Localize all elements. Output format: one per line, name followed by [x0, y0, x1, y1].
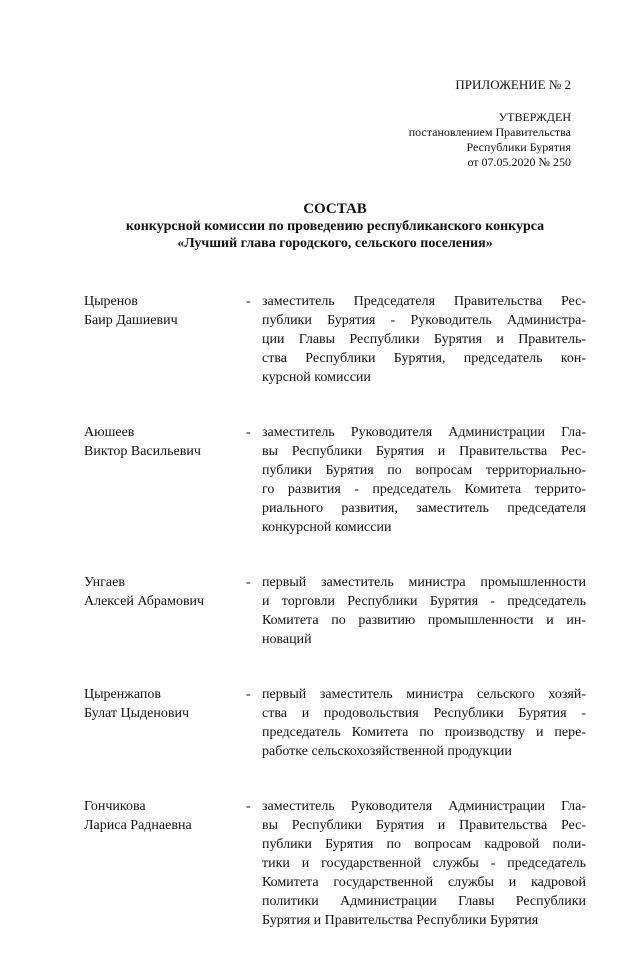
member-role-line: вы Республики Бурятия и Правительства Рес- [262, 444, 586, 459]
member-role-line: политики Администрации Главы Республики [262, 894, 586, 909]
member-role-line: го развития - председатель Комитета террито- [262, 482, 586, 497]
member-surname: Гончикова [84, 799, 146, 814]
commission-members-list [84, 292, 586, 966]
member-role-line: ства Республики Бурятия, председатель кон- [262, 351, 586, 366]
member-surname: Унгаев [84, 575, 125, 590]
member-dash: - [246, 294, 251, 309]
member-role-line: первый заместитель министра промышленности [262, 575, 586, 590]
member-role-line: председатель Комитета по производству и пере- [262, 725, 586, 740]
approval-line: от 07.05.2020 № 250 [467, 155, 571, 169]
heading-title: СОСТАВ [303, 201, 367, 217]
member-role-line: публики Бурятия - Руководитель Администра- [262, 313, 586, 328]
member-surname: Цыренов [84, 294, 138, 309]
member-role [262, 292, 586, 387]
member-given-name: Алексей Абрамович [84, 594, 205, 609]
member-role-line: вы Республики Бурятия и Правительства Рес- [262, 818, 586, 833]
member-role-line: заместитель Руководителя Администрации Гла- [262, 425, 586, 440]
member-entry [84, 797, 586, 930]
heading-line: конкурсной комиссии по проведению республиканского конкурса [125, 219, 545, 234]
member-name [84, 797, 244, 835]
member-name [84, 573, 244, 611]
member-role-line: Бурятия и Правительства Республики Бурятия [262, 913, 539, 928]
member-dash: - [246, 575, 251, 590]
member-dash: - [246, 425, 251, 440]
member-given-name: Булат Цыденович [84, 706, 190, 721]
member-role-line: ства и продовольствия Республики Бурятия - [262, 706, 586, 721]
member-role-line: и торговли Республики Бурятия - председатель [262, 594, 586, 609]
approval-line: Республики Бурятия [466, 140, 571, 154]
member-dash: - [246, 687, 251, 702]
member-given-name: Баир Дашиевич [84, 313, 178, 328]
approval-line: УТВЕРЖДЕН [498, 110, 571, 124]
member-role [262, 573, 586, 649]
member-entry [84, 423, 586, 537]
approval-block [409, 110, 571, 170]
member-role-line: заместитель Руководителя Администрации Гла- [262, 799, 586, 814]
member-dash: - [246, 799, 251, 814]
member-role-line: заместитель Председателя Правительства Рес- [262, 294, 586, 309]
member-name [84, 292, 244, 330]
appendix-label: ПРИЛОЖЕНИЕ № 2 [455, 77, 571, 92]
member-role-line: публики Бурятия по вопросам кадровой поли- [262, 837, 586, 852]
heading-line: «Лучший глава городского, сельского поселения» [177, 236, 493, 251]
member-given-name: Лариса Раднаевна [84, 818, 192, 833]
member-given-name: Виктор Васильевич [84, 444, 201, 459]
member-role-line: курсной комиссии [262, 370, 371, 385]
member-role-line: Комитета по развитию промышленности и ин- [262, 613, 586, 628]
member-role [262, 797, 586, 930]
approval-line: постановлением Правительства [408, 125, 571, 139]
member-role-line: риального развития, заместитель председателя [262, 501, 586, 516]
member-role-line: Комитета государственной службы и кадровой [262, 875, 586, 890]
member-role [262, 685, 586, 761]
member-role-line: публики Бурятия по вопросам территориально- [262, 463, 586, 478]
member-role-line: ции Главы Республики Бурятия и Правитель- [262, 332, 586, 347]
member-entry [84, 685, 586, 761]
member-role-line: конкурсной комиссии [262, 520, 392, 535]
member-entry [84, 292, 586, 387]
member-entry [84, 573, 586, 649]
member-surname: Цыренжапов [84, 687, 162, 702]
member-surname: Аюшеев [84, 425, 135, 440]
document-heading [84, 201, 586, 252]
member-role-line: тики и государственной службы - председатель [262, 856, 586, 871]
member-name [84, 685, 244, 723]
member-role [262, 423, 586, 537]
member-role-line: новаций [262, 632, 312, 647]
member-role-line: работке сельскохозяйственной продукции [262, 744, 512, 759]
member-role-line: первый заместитель министра сельского хозяй- [262, 687, 586, 702]
member-name [84, 423, 244, 461]
